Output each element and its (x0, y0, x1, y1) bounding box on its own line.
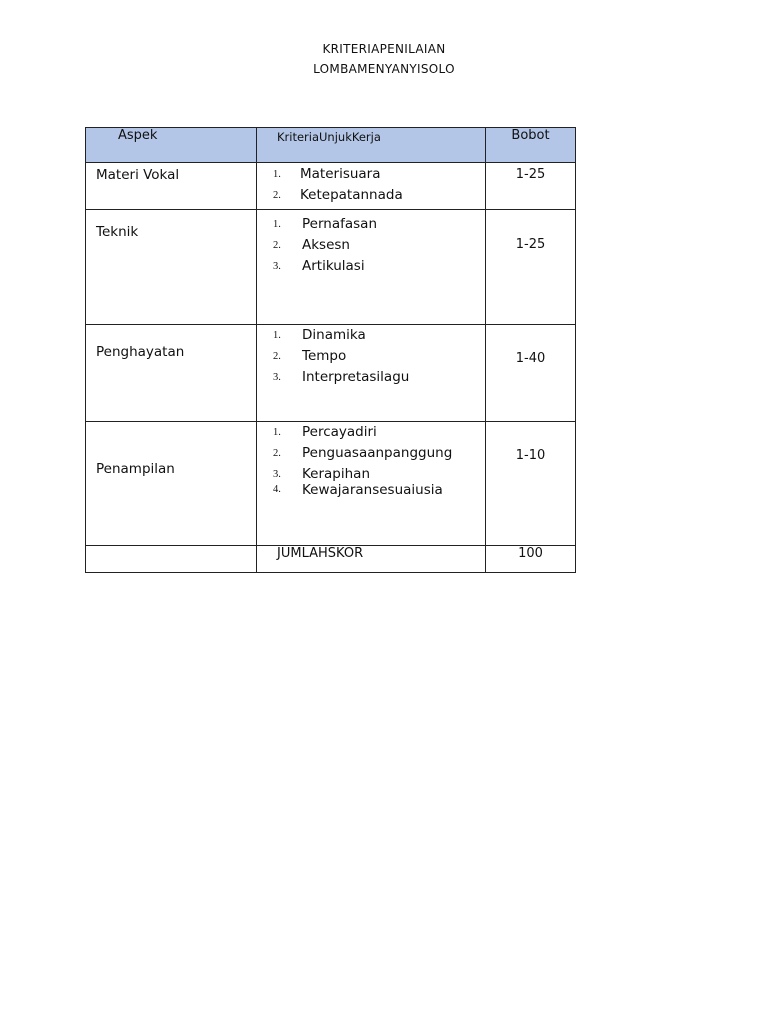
aspect-cell: Penghayatan (86, 325, 257, 422)
criteria-item: 2. Penguasaanpanggung (273, 445, 453, 461)
criteria-item: 2. Aksesn (273, 237, 350, 253)
table-total-row (86, 546, 576, 573)
criteria-item: 1. Percayadiri (273, 424, 377, 440)
document-title: KRITERIAPENILAIAN (322, 42, 446, 56)
table-row (86, 325, 576, 422)
criteria-item: 2. Tempo (273, 348, 347, 364)
criteria-item: 3. Artikulasi (273, 258, 365, 274)
weight-cell: 1-25 (486, 163, 576, 210)
criteria-list (257, 164, 485, 206)
aspect-cell: Teknik (86, 210, 257, 325)
column-header-aspect: Aspek (86, 128, 257, 163)
criteria-cell (257, 163, 486, 210)
table-row (86, 422, 576, 546)
assessment-criteria-table (85, 127, 576, 573)
criteria-item: 3. Kerapihan (273, 466, 371, 482)
column-header-criteria: KriteriaUnjukKerja (257, 128, 486, 163)
criteria-list (257, 422, 485, 498)
aspect-cell: Materi Vokal (86, 163, 257, 210)
criteria-list (257, 214, 485, 277)
criteria-item: 3. Interpretasilagu (273, 369, 410, 385)
table-row (86, 163, 576, 210)
criteria-item: 4. Kewajaransesuaiusia (273, 482, 443, 498)
column-header-weight: Bobot (486, 128, 576, 163)
criteria-item: 1. Dinamika (273, 327, 366, 343)
criteria-cell (257, 210, 486, 325)
criteria-item: 1. Pernafasan (273, 216, 377, 232)
criteria-cell (257, 422, 486, 546)
empty-cell (86, 546, 257, 573)
table-row (86, 210, 576, 325)
criteria-item: 2. Ketepatannada (273, 187, 403, 203)
criteria-list (257, 325, 485, 388)
document-subtitle: LOMBAMENYANYISOLO (313, 62, 455, 76)
table-header-row (86, 128, 576, 163)
weight-cell: 1-25 (486, 210, 576, 325)
total-label: JUMLAHSKOR (257, 546, 486, 573)
criteria-cell (257, 325, 486, 422)
criteria-item: 1. Materisuara (273, 166, 381, 182)
total-value: 100 (486, 546, 576, 573)
weight-cell: 1-40 (486, 325, 576, 422)
weight-cell: 1-10 (486, 422, 576, 546)
aspect-cell: Penampilan (86, 422, 257, 546)
